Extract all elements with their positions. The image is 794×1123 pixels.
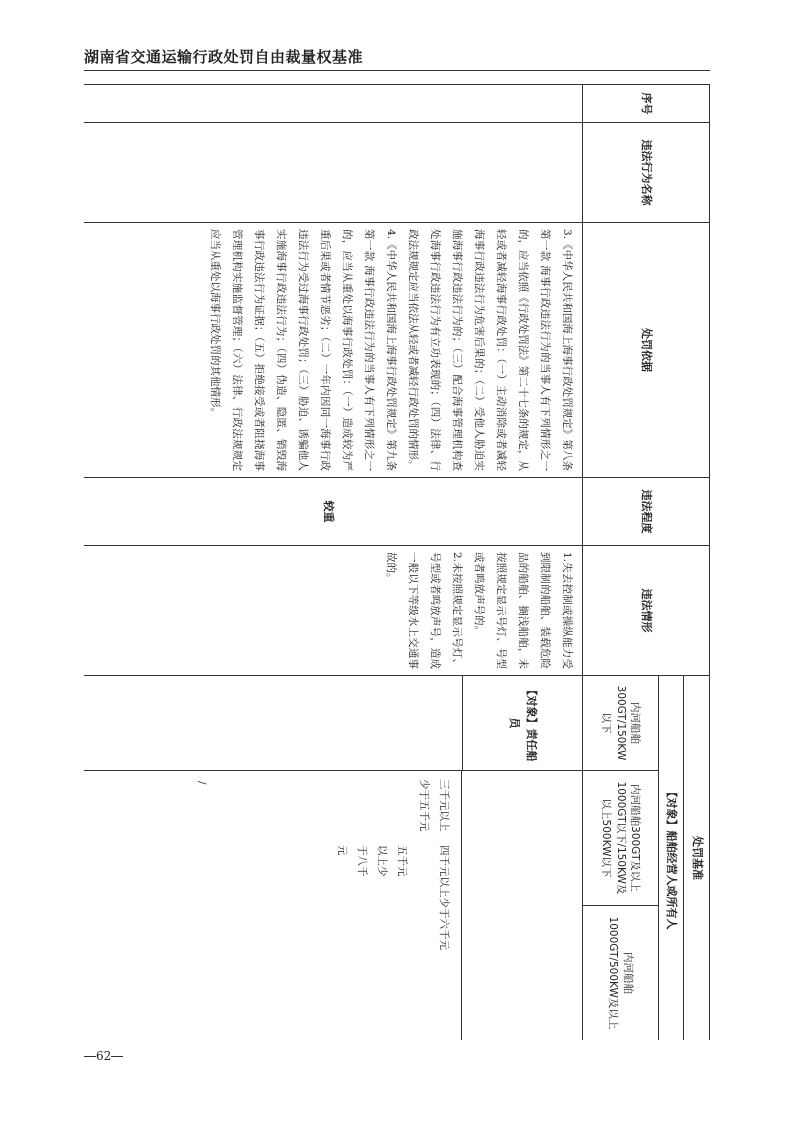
- header-seq: 序号: [583, 85, 710, 123]
- tier1-penalty: 三千元以上少于五千元: [418, 779, 450, 832]
- header-target-owner: 【对象】船舶经营人或所有人: [659, 676, 685, 1041]
- crew-empty-cell: [461, 771, 582, 1040]
- row-penalty-region: [84, 771, 583, 1041]
- page-number: [84, 1049, 123, 1063]
- header-basis: 处罚依据: [583, 223, 710, 478]
- row-circumstance: [84, 546, 583, 676]
- circumstance-item-1: 1.失去控制或操纵能力受到限制的船舶、装载危险品的船舶、搁浅船舶，未按照规定显示号灯、号型或者鸣放声号的。: [473, 552, 573, 669]
- tier3-penalty: 五千元以上少于八千元: [336, 845, 408, 877]
- row-basis: [84, 223, 583, 478]
- row-behavior-name: [84, 123, 583, 223]
- header-tier3: 内河船舶1000GT/500KW及以上: [583, 906, 659, 1041]
- crew-blank-cell: [84, 676, 462, 771]
- rotated-table-frame: [84, 84, 710, 1040]
- basis-item-4: 4.《中华人民共和国海上海事行政处罚规定》第九条第一款 海事行政违法行为的当事人有下列情形之一的，应当从重处以海事行政处罚：（一）造成较为严重后果或者情节恶劣；（二）一年内因同一海事行政违法行为受过海事行政处罚；（三）胁迫、诱骗他人实施海事行政违法行为；（四）伪造、隐匿、销毁海事行政违法行为证据；（五）拒绝接受或者阻挠海事管理机构实施监督管理；（六）法律、行政法规规定应当从重处以海事行政处罚的其他情形。: [209, 229, 397, 471]
- header-standard: 处罚基准: [684, 676, 710, 1041]
- header-tier1: 内河船舶300GT/150KW以下: [583, 676, 659, 771]
- header-degree: 违法程度: [583, 478, 710, 546]
- penalty-values: [84, 771, 582, 1040]
- penalty-table-container: [84, 84, 710, 1040]
- header-tier2: 内河船舶300GT及以上1000GT以下/150KW及以上500KW以下: [583, 771, 659, 906]
- header-behavior-name: 违法行为名称: [583, 123, 710, 223]
- document-header-title: 湖南省交通运输行政处罚自由裁量权基准: [84, 48, 364, 66]
- crew-penalty: /: [196, 781, 208, 785]
- page-dash-left: [84, 1056, 96, 1057]
- circumstance-item-2: 2.未按照规定显示号灯、号型或者鸣放声号，造成一般以下等级水上交通事故的。: [385, 552, 463, 669]
- tier2-penalty: 四千元以上少于六千元: [438, 845, 450, 950]
- row-seq: [84, 85, 583, 123]
- basis-item-3: 3.《中华人民共和国海上海事行政处罚规定》第八条第一款 海事行政违法行为的当事人有下列情形之一的，应当依照《行政处罚法》第二十七条的规定，从轻或者减轻海事行政处罚：（一）主动消除或者减轻海事行政违法行为危害后果的；（二）受他人胁迫实施海事行政违法行为的；（三）配合海事管理机构查处海事行政违法行为有立功表现的；（四）法律、行政法规规定应当依法从轻或者减轻行政处罚的情形。: [407, 229, 573, 471]
- header-target-crew: 【对象】责任船员: [462, 676, 582, 771]
- page-dash-right: [111, 1056, 123, 1057]
- header-circumstance: 违法情形: [583, 546, 710, 676]
- header-rule: [84, 70, 710, 71]
- penalty-standard-table: [84, 84, 710, 1040]
- row-degree: 较重: [84, 478, 583, 546]
- page-number-text: 62: [96, 1049, 112, 1063]
